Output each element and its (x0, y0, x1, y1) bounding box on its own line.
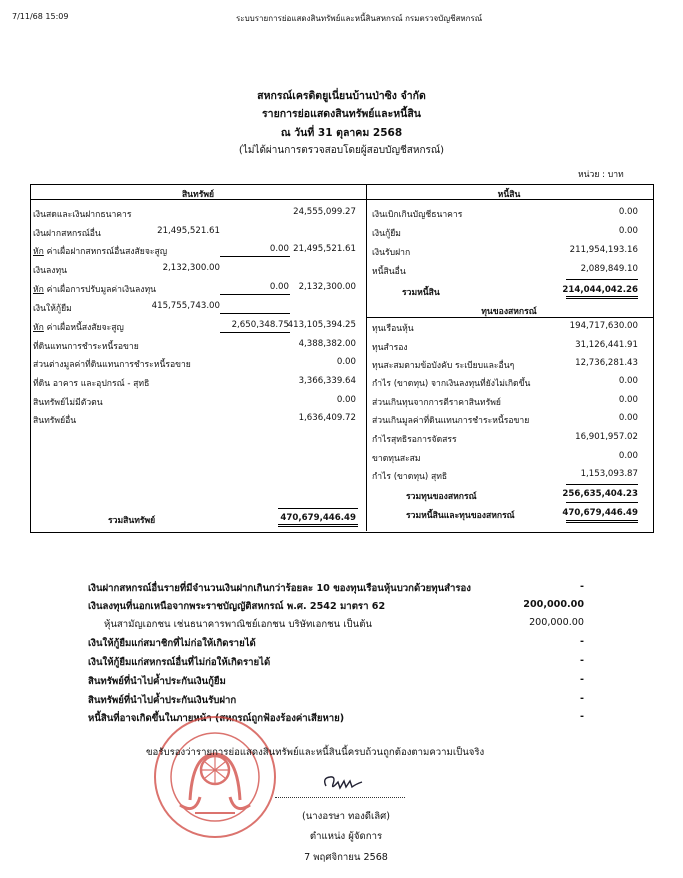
total-assets-value: 470,679,446.49 (280, 513, 356, 523)
equity-row-value: 1,153,093.87 (580, 469, 638, 479)
grand-total-label: รวมหนี้สินและทุนของสหกรณ์ (406, 511, 515, 521)
column-divider (366, 184, 367, 531)
disclosure-value: - (580, 711, 584, 722)
total-double-rule (278, 524, 358, 527)
liability-row-value: 211,954,193.16 (569, 245, 638, 255)
asset-row-text: ค่าเผื่อการปรับมูลค่าเงินลงทุน (43, 285, 157, 295)
liabilities-heading: หนี้สิน (497, 190, 521, 200)
asset-col3-value: 413,105,394.25 (287, 320, 356, 330)
equity-row-value: 12,736,281.43 (575, 358, 638, 368)
asset-row-label (33, 376, 149, 390)
liability-row-label: เงินเบิกเกินบัญชีธนาคาร (372, 210, 463, 220)
grand-total-double-rule (566, 520, 638, 523)
disclosure-label: สินทรัพย์ที่นำไปค้ำประกันเงินรับฝาก (88, 695, 237, 706)
equity-row-value: 0.00 (618, 413, 638, 423)
signature-line (275, 797, 405, 798)
asset-row-label (33, 357, 191, 371)
report-date: ณ วันที่ 31 ตุลาคม 2568 (280, 127, 403, 139)
asset-col1-value: 2,132,300.00 (162, 263, 220, 273)
asset-col3-value: 24,555,099.27 (293, 207, 356, 217)
disclosure-label: เงินให้กู้ยืมแก่สหกรณ์อื่นที่ไม่ก่อให้เกิดรายได้ (88, 657, 271, 668)
asset-col2-value: 0.00 (269, 244, 289, 254)
equity-row-label: ขาดทุนสะสม (372, 454, 421, 464)
total-equity-label: รวมทุนของสหกรณ์ (406, 492, 477, 502)
disclosure-label: เงินฝากสหกรณ์อื่นรายที่มีจำนวนเงินฝากเกินกว่าร้อยละ 10 ของทุนเรือนหุ้นบวกด้วยทุนสำรอง (88, 583, 471, 594)
liability-row-value: 0.00 (618, 207, 638, 217)
asset-row-label (33, 301, 72, 315)
report-system-name: ระบบรายการย่อแสดงสินทรัพย์และหนี้สินสหกรณ์ กรมตรวจบัญชีสหกรณ์ (236, 14, 483, 23)
asset-col3-value: 0.00 (336, 395, 356, 405)
disclosure-label: หนี้สินที่อาจเกิดขึ้นในภายหน้า (สหกรณ์ถูกฟ้องร้องค่าเสียหาย) (88, 713, 345, 724)
total-liabilities-value: 214,044,042.26 (562, 285, 638, 295)
liability-row-label: หนี้สินอื่น (372, 267, 406, 277)
org-name: สหกรณ์เครดิตยูเนี่ยนบ้านป่าซิง จำกัด (257, 90, 426, 102)
asset-col3-value: 0.00 (336, 357, 356, 367)
disclosure-value: 200,000.00 (523, 599, 584, 610)
asset-row-text: ค่าเผื่อฝากสหกรณ์อื่นสงสัยจะสูญ (43, 247, 168, 257)
disclosure-value: 200,000.00 (529, 617, 584, 628)
disclosure-label: เงินลงทุนที่นอกเหนือจากพระราชบัญญัติสหกรณ์ พ.ศ. 2542 มาตรา 62 (88, 601, 386, 612)
equity-row-label: ส่วนเกินมูลค่าที่ดินแทนการชำระหนี้รอขาย (372, 416, 530, 426)
asset-row-label (33, 413, 76, 427)
total-equity-value: 256,635,404.23 (562, 489, 638, 499)
asset-row-text: เงินสดและเงินฝากธนาคาร (33, 210, 132, 220)
asset-row-text: สินทรัพย์ไม่มีตัวตน (33, 398, 103, 408)
disclosure-value: - (580, 655, 584, 666)
print-datetime: 7/11/68 15:09 (12, 12, 69, 21)
equity-separator (366, 317, 653, 318)
equity-row-label: กำไร (ขาดทุน) จากเงินลงทุนที่ยังไม่เกิดขึ้น (372, 379, 531, 389)
subtotal-rule (220, 332, 290, 333)
asset-row-text: ส่วนต่างมูลค่าที่ดินแทนการชำระหนี้รอขาย (33, 360, 191, 370)
disclosure-label: สินทรัพย์ที่นำไปค้ำประกันเงินกู้ยืม (88, 676, 226, 687)
cooperative-seal-icon (150, 705, 280, 845)
asset-col1-value: 21,495,521.61 (157, 226, 220, 236)
equity-row-value: 31,126,441.91 (575, 340, 638, 350)
disclosure-value: - (580, 674, 584, 685)
equity-row-value: 16,901,957.02 (575, 432, 638, 442)
deduct-prefix: หัก (33, 247, 44, 257)
liability-row-label: เงินกู้ยืม (372, 229, 401, 239)
asset-row-label (33, 282, 156, 296)
equity-row-label: ทุนสำรอง (372, 343, 408, 353)
asset-row-text: สินทรัพย์อื่น (33, 416, 77, 426)
asset-col2-value: 2,650,348.75 (231, 320, 289, 330)
signature-icon (318, 772, 368, 796)
equity-row-value: 0.00 (618, 395, 638, 405)
asset-row-text: เงินฝากสหกรณ์อื่น (33, 229, 101, 239)
disclosure-label: หุ้นสามัญเอกชน เช่นธนาคารพาณิชย์เอกชน บริษัทเอกชน เป็นต้น (104, 619, 372, 630)
liab-total-double-rule (566, 296, 638, 299)
equity-row-value: 0.00 (618, 376, 638, 386)
asset-row-label (33, 263, 67, 277)
disclosure-value: - (580, 581, 584, 592)
asset-col3-value: 3,366,339.64 (298, 376, 356, 386)
asset-row-label (33, 395, 103, 409)
liability-row-label: เงินรับฝาก (372, 248, 411, 258)
deduct-prefix: หัก (33, 323, 44, 333)
asset-row-label (33, 320, 124, 334)
asset-col3-value: 4,388,382.00 (298, 339, 356, 349)
total-rule (278, 508, 358, 509)
report-title: รายการย่อแสดงสินทรัพย์และหนี้สิน (262, 108, 421, 120)
asset-col3-value: 1,636,409.72 (298, 413, 356, 423)
equity-total-rule (566, 484, 638, 485)
asset-row-text: ที่ดิน อาคาร และอุปกรณ์ - สุทธิ (33, 379, 150, 389)
subtotal-rule (220, 294, 290, 295)
asset-row-text: เงินลงทุน (33, 266, 68, 276)
asset-row-label (33, 339, 139, 353)
asset-col3-value: 2,132,300.00 (298, 282, 356, 292)
grand-total-rule (566, 502, 638, 503)
asset-col1-value: 415,755,743.00 (151, 301, 220, 311)
equity-row-label: ทุนเรือนหุ้น (372, 324, 414, 334)
equity-row-label: ทุนสะสมตามข้อบังคับ ระเบียบและอื่นๆ (372, 361, 515, 371)
asset-col3-value: 21,495,521.61 (293, 244, 356, 254)
asset-row-label (33, 226, 101, 240)
deduct-prefix: หัก (33, 285, 44, 295)
signer-position: ตำแหน่ง ผู้จัดการ (309, 831, 383, 842)
equity-row-label: กำไรสุทธิรอการจัดสรร (372, 435, 457, 445)
total-liabilities-label: รวมหนี้สิน (402, 288, 440, 298)
asset-col2-value: 0.00 (269, 282, 289, 292)
equity-row-label: กำไร (ขาดทุน) สุทธิ (372, 472, 448, 482)
asset-row-label (33, 244, 167, 258)
disclosure-label: เงินให้กู้ยืมแก่สมาชิกที่ไม่ก่อให้เกิดรายได้ (88, 638, 256, 649)
certification-statement: ขอรับรองว่ารายการย่อแสดงสินทรัพย์และหนี้สินนี้ครบถ้วนถูกต้องตามความเป็นจริง (146, 747, 485, 758)
asset-row-text: ค่าเผื่อหนี้สงสัยจะสูญ (43, 323, 124, 333)
liability-row-value: 2,089,849.10 (580, 264, 638, 274)
liab-total-rule (566, 279, 638, 280)
liability-row-value: 0.00 (618, 226, 638, 236)
asset-row-label (33, 207, 131, 221)
asset-row-text: ที่ดินแทนการชำระหนี้รอขาย (33, 342, 139, 352)
signer-name: (นางอรษา ทองดีเลิศ) (301, 811, 391, 822)
subtotal-rule (220, 313, 290, 314)
assets-heading: สินทรัพย์ (181, 190, 215, 200)
total-assets-label: รวมสินทรัพย์ (108, 516, 156, 526)
subtotal-rule (220, 256, 290, 257)
equity-row-value: 194,717,630.00 (569, 321, 638, 331)
equity-row-label: ส่วนเกินทุนจากการตีราคาสินทรัพย์ (372, 398, 501, 408)
disclosure-value: - (580, 693, 584, 704)
grand-total-value: 470,679,446.49 (562, 508, 638, 518)
asset-row-text: เงินให้กู้ยืม (33, 304, 72, 314)
equity-heading: ทุนของสหกรณ์ (481, 307, 537, 317)
disclosure-value: - (580, 636, 584, 647)
audit-note: (ไม่ได้ผ่านการตรวจสอบโดยผู้สอบบัญชีสหกรณ์) (238, 145, 445, 156)
equity-row-value: 0.00 (618, 451, 638, 461)
unit-label: หน่วย : บาท (578, 170, 624, 180)
signed-date: 7 พฤศจิกายน 2568 (304, 852, 388, 863)
